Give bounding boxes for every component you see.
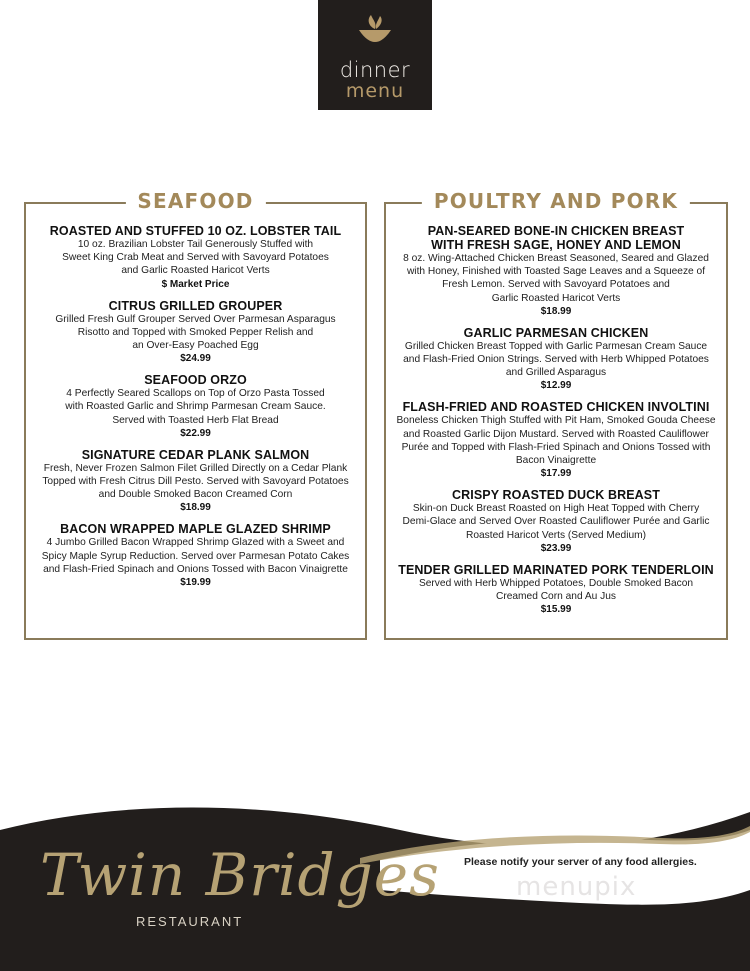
item-price: $15.99: [540, 604, 572, 616]
item-name: TENDER GRILLED MARINATED PORK TENDERLOIN: [398, 562, 714, 577]
menu-item: [392, 488, 720, 555]
item-name: PAN-SEARED BONE-IN CHICKEN BREAST WITH FRESH SAGE, HONEY AND LEMON: [427, 224, 685, 252]
item-name: SIGNATURE CEDAR PLANK SALMON: [81, 447, 310, 462]
menu-item: [32, 448, 359, 515]
item-name: SEAFOOD ORZO: [144, 373, 247, 388]
menu-title-dinner: dinner: [339, 58, 411, 82]
item-description: 10 oz. Brazilian Lobster Tail Generously Stuffed with Sweet King Crab Meat and Served with Savoyard Potatoes and Garlic Roasted Haricot Verts: [62, 239, 329, 277]
menu-item: [32, 224, 359, 291]
menu-item: [32, 299, 359, 366]
item-name: CITRUS GRILLED GROUPER: [108, 298, 283, 313]
item-price: $22.99: [180, 427, 211, 439]
item-name: GARLIC PARMESAN CHICKEN: [463, 325, 649, 340]
menu-item: [392, 326, 720, 393]
bowl-leaf-icon: [356, 14, 394, 50]
item-price: $24.99: [180, 353, 211, 365]
item-description: 8 oz. Wing-Attached Chicken Breast Seasoned, Seared and Glazed with Honey, Finished with Toasted Sage Leaves and a Squeeze of Fresh Lemon. Served with Savoyard Potatoes and Garlic Roasted Haricot Verts: [403, 253, 709, 304]
menu-item: [392, 400, 720, 480]
item-name: CRISPY ROASTED DUCK BREAST: [452, 488, 660, 503]
watermark: menupix: [516, 872, 637, 902]
item-price: $17.99: [540, 468, 572, 480]
allergy-notice: Please notify your server of any food allergies.: [464, 856, 697, 868]
item-name: BACON WRAPPED MAPLE GLAZED SHRIMP: [60, 522, 331, 537]
item-description: Grilled Fresh Gulf Grouper Served Over Parmesan Asparagus Risotto and Topped with Smoked Pepper Relish and an Over-Easy Poached Egg: [55, 313, 336, 352]
item-price: $23.99: [540, 542, 572, 554]
restaurant-logo: Twin Bridges: [40, 841, 440, 909]
item-price: $12.99: [540, 380, 572, 392]
menu-item: [32, 373, 359, 440]
item-description: Served with Herb Whipped Potatoes, Double Smoked Bacon Creamed Corn and Au Jus: [418, 577, 694, 603]
item-name: FLASH-FRIED AND ROASTED CHICKEN INVOLTINI: [402, 400, 710, 415]
section-title: POULTRY AND PORK: [422, 188, 690, 214]
menu-item: [392, 224, 720, 318]
item-description: Boneless Chicken Thigh Stuffed with Pit Ham, Smoked Gouda Cheese and Roasted Garlic Dijon Mustard. Served with Roasted Cauliflower Purée and Topped with Flash-Fried Spinach and Onions Tossed with Bacon Vinaigrette: [396, 415, 716, 467]
menu-header-badge: [318, 0, 432, 110]
item-description: Skin-on Duck Breast Roasted on High Heat Topped with Cherry Demi-Glace and Served Over Roasted Cauliflower Purée and Garlic Roasted Haricot Verts (Served Medium): [402, 503, 710, 541]
poultry-pork-section: [384, 189, 728, 640]
menu-item: [32, 522, 359, 589]
item-description: Fresh, Never Frozen Salmon Filet Grilled Directly on a Cedar Plank Topped with Fresh Citrus Dill Pesto. Served with Savoyard Potatoes and Double Smoked Bacon Creamed Corn: [42, 462, 349, 501]
seafood-section: [24, 189, 367, 640]
item-description: Grilled Chicken Breast Topped with Garlic Parmesan Cream Sauce and Flash-Fried Onion Strings. Served with Herb Whipped Potatoes and Grilled Asparagus: [403, 340, 709, 379]
section-title: SEAFOOD: [125, 188, 265, 214]
item-price: $18.99: [540, 305, 572, 317]
item-price: $ Market Price: [161, 278, 230, 290]
restaurant-logo-subtitle: RESTAURANT: [136, 914, 244, 929]
item-description: 4 Jumbo Grilled Bacon Wrapped Shrimp Glazed with a Sweet and Spicy Maple Syrup Reduction. Served over Parmesan Potato Cakes and Flash-Fried Spinach and Onions Tossed with Bacon Vinaigrette: [41, 537, 350, 575]
item-name: ROASTED AND STUFFED 10 OZ. LOBSTER TAIL: [49, 224, 342, 238]
item-description: 4 Perfectly Seared Scallops on Top of Orzo Pasta Tossed with Roasted Garlic and Shrimp Parmesan Cream Sauce. Served with Toasted Herb Flat Bread: [65, 388, 326, 426]
menu-item: [392, 563, 720, 616]
item-price: $18.99: [180, 502, 211, 514]
item-price: $19.99: [180, 577, 211, 589]
menu-title-menu: menu: [345, 80, 405, 102]
